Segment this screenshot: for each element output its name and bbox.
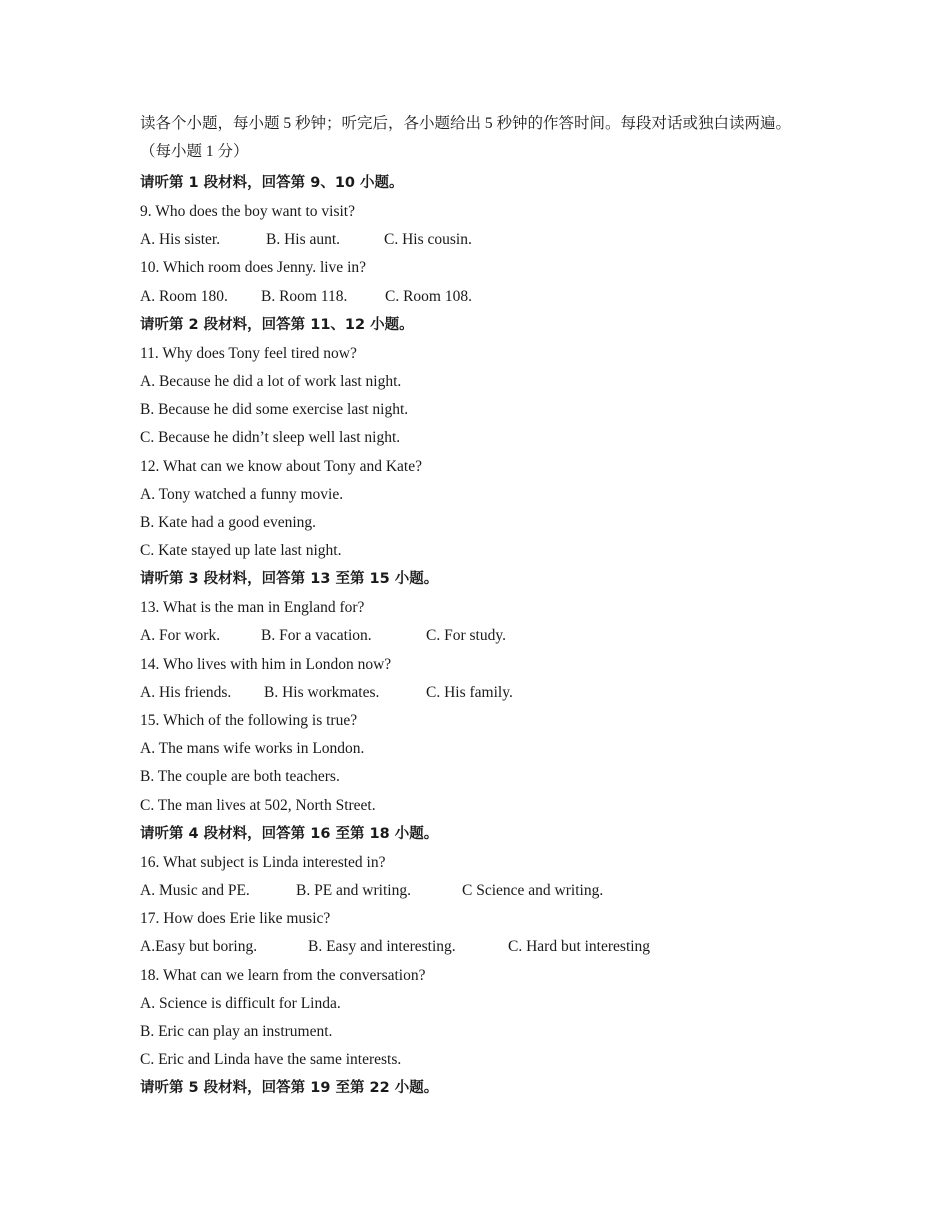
options-17 bbox=[140, 933, 810, 961]
option-10a: A. Room 180. bbox=[140, 287, 228, 305]
option-10c: C. Room 108. bbox=[385, 287, 472, 305]
option-14a: A. His friends. bbox=[140, 683, 232, 701]
option-15b: B. The couple are both teachers. bbox=[140, 768, 340, 786]
option-9c: C. His cousin. bbox=[384, 231, 472, 249]
option-12b: B. Kate had a good evening. bbox=[140, 513, 317, 531]
section-instructions: 读各个小题，每小题 5 秒钟；听完后，各小题给出 5 秒钟的作答时间。每段对话或独白读两遍。（每小题 1 分） bbox=[140, 115, 792, 160]
option-15a: A. The mans wife works in London. bbox=[140, 740, 365, 758]
section-heading-5: 请听第 5 段材料，回答第 19 至第 22 小题。 bbox=[140, 1080, 439, 1097]
option-17c: C. Hard but interesting bbox=[508, 938, 651, 956]
option-16c: C Science and writing. bbox=[462, 881, 604, 899]
option-12a: A. Tony watched a funny movie. bbox=[140, 485, 344, 503]
question-17: 17. How does Erie like music? bbox=[140, 910, 331, 928]
section-heading-3: 请听第 3 段材料，回答第 13 至第 15 小题。 bbox=[140, 571, 439, 588]
option-13b: B. For a vacation. bbox=[261, 627, 372, 645]
question-11: 11. Why does Tony feel tired now? bbox=[140, 344, 357, 362]
option-18b: B. Eric can play an instrument. bbox=[140, 1022, 333, 1040]
question-9: 9. Who does the boy want to visit? bbox=[140, 203, 355, 220]
section-heading-4: 请听第 4 段材料，回答第 16 至第 18 小题。 bbox=[140, 825, 439, 842]
option-9a: A. His sister. bbox=[140, 231, 221, 249]
option-17b: B. Easy and interesting. bbox=[308, 938, 456, 956]
question-14: 14. Who lives with him in London now? bbox=[140, 655, 392, 673]
question-13: 13. What is the man in England for? bbox=[140, 599, 365, 617]
option-11b: B. Because he did some exercise last night. bbox=[140, 401, 409, 419]
options-14 bbox=[140, 679, 810, 707]
question-16: 16. What subject is Linda interested in? bbox=[140, 853, 386, 871]
option-18a: A. Science is difficult for Linda. bbox=[140, 994, 341, 1012]
option-16a: A. Music and PE. bbox=[140, 881, 250, 899]
question-18: 18. What can we learn from the conversation? bbox=[140, 966, 426, 984]
option-14c: C. His family. bbox=[426, 683, 513, 701]
option-13c: C. For study. bbox=[426, 627, 506, 645]
options-16 bbox=[140, 877, 810, 905]
options-10 bbox=[140, 283, 810, 311]
options-9 bbox=[140, 226, 810, 254]
question-15: 15. Which of the following is true? bbox=[140, 712, 358, 729]
question-10: 10. Which room does Jenny. live in? bbox=[140, 259, 366, 277]
option-12c: C. Kate stayed up late last night. bbox=[140, 542, 342, 560]
option-11c: C. Because he didn’t sleep well last night. bbox=[140, 429, 401, 447]
section-heading-1: 请听第 1 段材料，回答第 9、10 小题。 bbox=[140, 175, 404, 191]
section-heading-2: 请听第 2 段材料，回答第 11、12 小题。 bbox=[140, 316, 414, 333]
option-17a: A.Easy but boring. bbox=[140, 938, 258, 956]
option-16b: B. PE and writing. bbox=[296, 881, 411, 899]
option-18c: C. Eric and Linda have the same interests. bbox=[140, 1051, 402, 1069]
question-12: 12. What can we know about Tony and Kate? bbox=[140, 457, 422, 475]
option-14b: B. His workmates. bbox=[264, 683, 380, 701]
document-content bbox=[140, 110, 810, 1103]
options-13 bbox=[140, 622, 810, 650]
option-13a: A. For work. bbox=[140, 627, 221, 645]
option-11a: A. Because he did a lot of work last night. bbox=[140, 372, 402, 390]
option-10b: B. Room 118. bbox=[261, 287, 348, 305]
option-9b: B. His aunt. bbox=[266, 231, 341, 249]
option-15c: C. The man lives at 502, North Street. bbox=[140, 796, 376, 814]
